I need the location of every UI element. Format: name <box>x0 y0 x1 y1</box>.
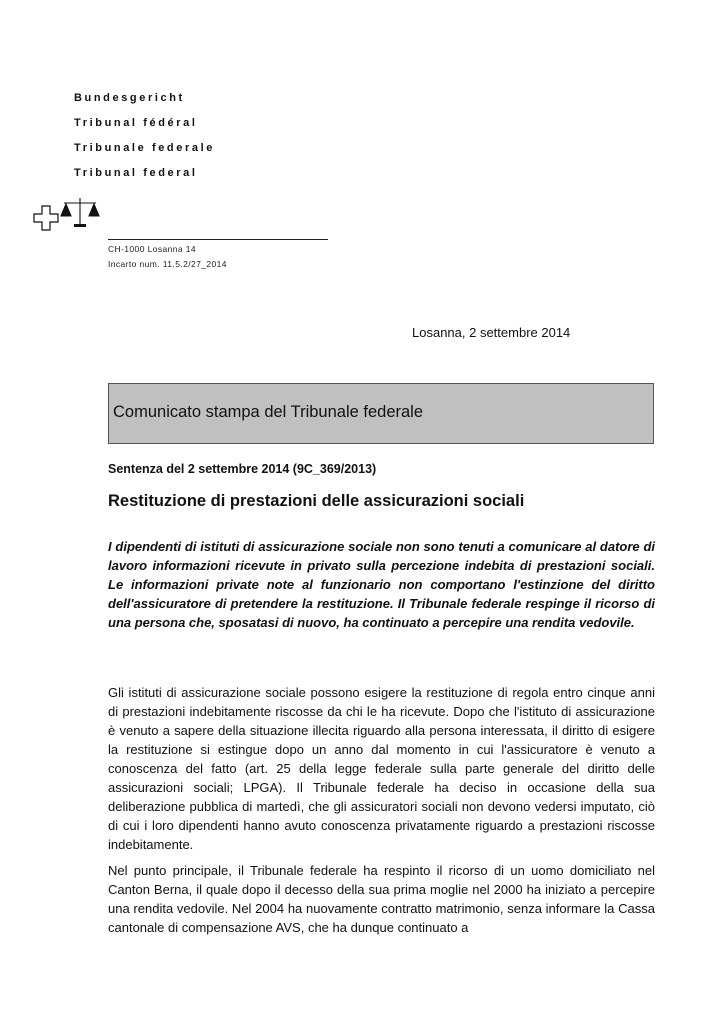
sentence-reference: Sentenza del 2 settembre 2014 (9C_369/2013) <box>108 462 377 476</box>
press-release-title-box <box>108 383 654 444</box>
lead-paragraph: I dipendenti di istituti di assicurazione sociale non sono tenuti a comunicare al datore di lavoro informazioni ricevute in privato sulla percezione indebita di prestazioni sociali. Le informazioni private note al funzionario non comportano l'estinzione del diritto dell'assicuratore di pretendere la restituzione. Il Tribunale federale respinge il ricorso di una persona che, sposatasi di nuovo, ha continuato a percepire una rendita vedovile. <box>108 539 655 630</box>
court-names <box>74 91 215 191</box>
federal-court-logo-icon <box>30 194 102 242</box>
date-line: Losanna, 2 settembre 2014 <box>412 325 571 340</box>
court-address: CH-1000 Losanna 14 <box>108 244 197 254</box>
press-release-title: Comunicato stampa del Tribunale federale <box>113 403 424 421</box>
body-paragraph: Gli istituti di assicurazione sociale possono esigere la restituzione di regola entro cinque anni di prestazioni indebitamente riscosse da chi le ha ricevute. Dopo che l'istituto di assicurazione è venuto a sapere della situazione illecita riguardo alla persona interessata, il diritto di esigere la restituzione si estingue dopo un anno dal momento in cui l'assicuratore è venuto a conoscenza del fatto (art. 25 della legge federale sulla parte generale del diritto delle assicurazioni sociali; LPGA). Il Tribunale federale ha deciso in occasione della sua deliberazione pubblica di martedì, che gli assicuratori sociali non devono vedersi imputato, ciò di cui i loro dipendenti hanno avuto conoscenza privatamente riguardo a prestazioni riscosse indebitamente. <box>108 685 655 852</box>
court-name-it: Tribunale federale <box>74 142 215 154</box>
headline: Restituzione di prestazioni delle assicurazioni sociali <box>108 492 525 510</box>
court-name-rm: Tribunal federal <box>74 167 198 179</box>
header-divider <box>108 239 328 240</box>
court-name-fr: Tribunal fédéral <box>74 117 198 129</box>
file-number: Incarto num. 11.5.2/27_2014 <box>108 259 227 269</box>
body-paragraph: Nel punto principale, il Tribunale federale ha respinto il ricorso di un uomo domiciliato nel Canton Berna, il quale dopo il decesso della sua prima moglie nel 2000 ha iniziato a percepire una rendita vedovile. Nel 2004 ha nuovamente contratto matrimonio, senza informare la Cassa cantonale di compensazione AVS, che ha dunque continuato a <box>108 863 655 935</box>
court-name-de: Bundesgericht <box>74 92 185 104</box>
